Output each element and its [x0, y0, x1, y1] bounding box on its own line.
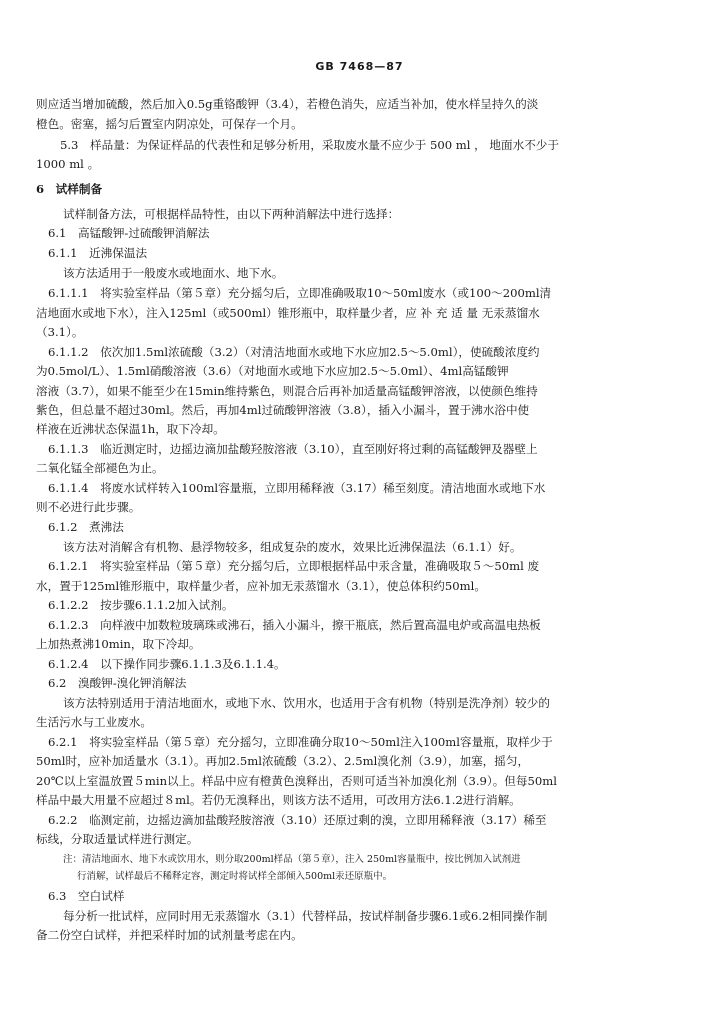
- text-line: 6.3 空白试样: [48, 889, 125, 903]
- text-line: 样液在近沸状态保温1h，取下冷却。: [36, 422, 225, 436]
- text-line: 6 试样制备: [36, 182, 103, 196]
- page-header: GB 7468—87: [315, 60, 404, 73]
- text-line: 6.1.2.1 将实验室样品（第５章）充分摇匀后，立即根据样品中汞含量，准确吸取５～50ml 废: [48, 559, 540, 573]
- text-line: 该方法适用于一般废水或地面水、地下水。: [63, 266, 284, 280]
- text-line: 6.1.2 煮沸法: [48, 520, 124, 534]
- text-line: 二氧化锰全部褪色为止。: [36, 461, 164, 475]
- text-line: 6.1.1 近沸保温法: [48, 246, 148, 260]
- text-line: 6.1.1.3 临近测定时，边摇边滴加盐酸羟胺溶液（3.10），直至刚好将过剩的高锰酸钾及器壁上: [48, 442, 538, 456]
- text-line: 则不必进行此步骤。: [36, 500, 141, 514]
- text-line: 水，置于125ml锥形瓶中，取样量少者，应补加无汞蒸馏水（3.1），使总体积约50ml。: [36, 579, 486, 593]
- text-line: 上加热煮沸10min，取下冷却。: [36, 637, 201, 651]
- text-line: 试样制备方法，可根据样品特性，由以下两种消解法中进行选择：: [63, 207, 400, 221]
- text-line: 6.1.1.4 将废水试样转入100ml容量瓶，立即用稀释液（3.17）稀至刻度。清洁地面水或地下水: [48, 481, 546, 495]
- text-line: 行消解，试样最后不稀释定容，测定时将试样全部倾入500ml汞还原瓶中。: [77, 871, 393, 882]
- text-line: 5.3 样品量：为保证样品的代表性和足够分析用，采取废水量不应少于 500 ml ， 地面水不少于: [60, 138, 559, 152]
- text-line: 溶液（3.7），如果不能至少在15min维持紫色，则混合后再补加适量高锰酸钾溶液，以使颜色维持: [36, 384, 538, 398]
- text-line: 标线，分取适量试样进行测定。: [36, 832, 199, 846]
- text-line: 生活污水与工业废水。: [36, 715, 152, 729]
- text-line: （3.1）。: [36, 325, 84, 339]
- text-line: 50ml时，应补加适量水（3.1）。再加2.5ml浓硫酸（3.2）、2.5ml溴化剂（3.9），加塞，摇匀，: [36, 754, 530, 768]
- text-line: 6.2 溴酸钾-溴化钾消解法: [48, 676, 187, 690]
- text-line: 样品中最大用量不应超过８ml。若仍无溴释出，则该方法不适用，可改用方法6.1.2进行消解。: [36, 793, 521, 807]
- text-line: 6.2.2 临测定前，边摇边滴加盐酸羟胺溶液（3.10）还原过剩的溴，立即用稀释液（3.17）稀至: [48, 813, 547, 827]
- text-line: 注：清洁地面水、地下水或饮用水，则分取200ml样品（第５章），注入 250ml容量瓶中，按比例加入试剂进: [63, 854, 521, 865]
- text-line: 6.1.2.3 向样液中加数粒玻璃珠或沸石，插入小漏斗，擦干瓶底，然后置高温电炉或高温电热板: [48, 618, 541, 632]
- text-line: 6.1.1.1 将实验室样品（第５章）充分摇匀后，立即准确吸取10～50ml废水（或100～200ml清: [48, 286, 552, 300]
- text-line: 为0.5mol/L）、1.5ml硝酸溶液（3.6）（对地面水或地下水应加2.5～5.0ml）、4ml高锰酸钾: [36, 364, 509, 378]
- text-line: 洁地面水或地下水），注入125ml（或500ml）锥形瓶中，取样量少者，应 补 充 适 量 无汞蒸馏水: [36, 306, 540, 320]
- text-line: 1000 ml 。: [36, 157, 100, 171]
- text-line: 20℃以上室温放置５min以上。样品中应有橙黄色溴释出，否则可适当补加溴化剂（3.9）。但每50ml: [36, 774, 557, 788]
- text-line: 则应适当增加硫酸，然后加入0.5g重铬酸钾（3.4），若橙色消失，应适当补加，使水样呈持久的淡: [36, 97, 539, 111]
- text-line: 紫色，但总量不超过30ml。然后，再加4ml过硫酸钾溶液（3.8），插入小漏斗，置于沸水浴中使: [36, 403, 530, 417]
- text-line: 该方法对消解含有机物、悬浮物较多，组成复杂的废水，效果比近沸保温法（6.1.1）好。: [63, 540, 522, 554]
- text-line: 橙色。密塞，摇匀后置室内阴凉处，可保存一个月。: [36, 117, 303, 131]
- text-line: 备二份空白试样，并把采样时加的试剂量考虑在内。: [36, 928, 303, 942]
- text-line: 6.1 高锰酸钾-过硫酸钾消解法: [48, 226, 210, 240]
- text-line: 6.2.1 将实验室样品（第５章）充分摇匀，立即准确分取10～50ml注入100ml容量瓶，取样少于: [48, 735, 553, 749]
- text-line: 6.1.2.2 按步骤6.1.1.2加入试剂。: [48, 598, 234, 612]
- text-line: 每分析一批试样，应同时用无汞蒸馏水（3.1）代替样品，按试样制备步骤6.1或6.2相同操作制: [63, 909, 548, 923]
- text-line: 6.1.2.4 以下操作同步骤6.1.1.3及6.1.1.4。: [48, 657, 286, 671]
- text-line: 6.1.1.2 依次加1.5ml浓硫酸（3.2）（对清洁地面水或地下水应加2.5～5.0ml），使硫酸浓度约: [48, 345, 540, 359]
- text-line: 该方法特别适用于清洁地面水，或地下水、饮用水，也适用于含有机物（特别是洗净剂）较少的: [63, 696, 550, 710]
